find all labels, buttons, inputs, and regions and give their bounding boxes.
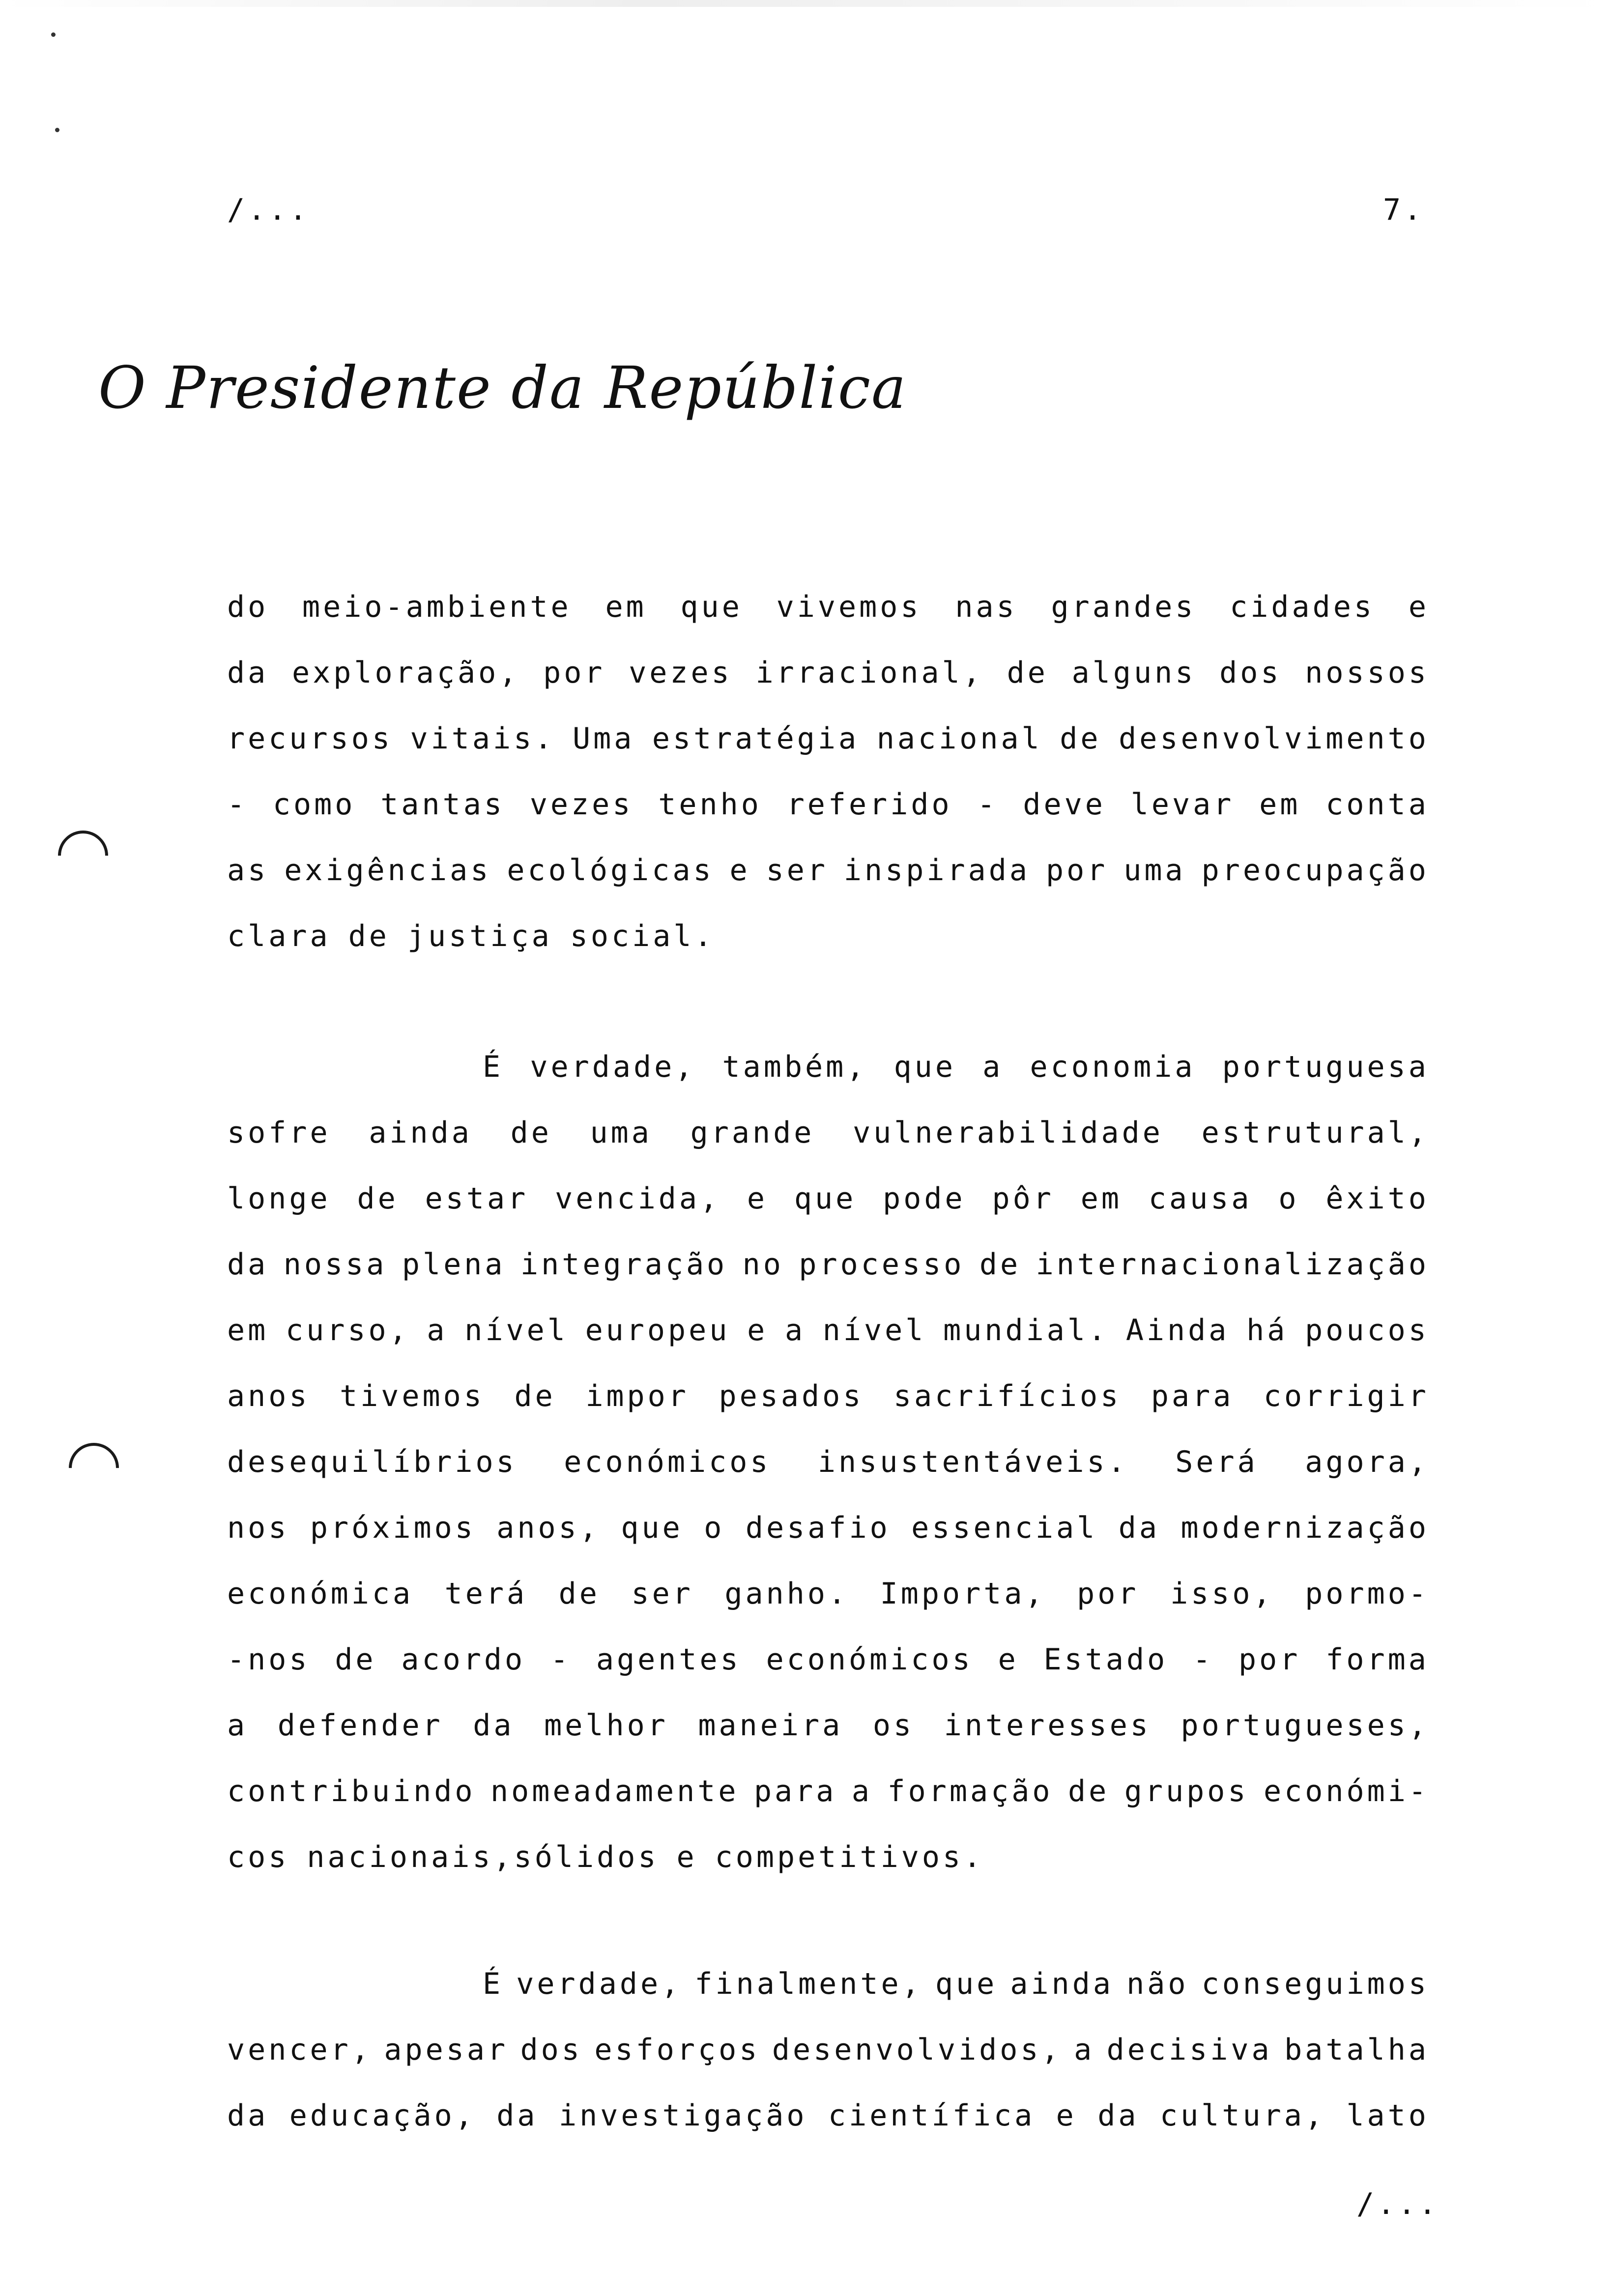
text-line [227, 1824, 1429, 1890]
word: inspirada [843, 853, 1031, 888]
word: pôr [992, 1181, 1054, 1216]
word: integração [520, 1247, 728, 1282]
text-line [227, 2017, 1429, 2083]
word: -nos [227, 1642, 310, 1677]
text-line [227, 1034, 1429, 1100]
word: vezes [629, 656, 732, 690]
word: corrigir [1263, 1379, 1429, 1413]
word: lato [1346, 2098, 1429, 2133]
word: forma [1325, 1642, 1429, 1677]
text-line [227, 1232, 1429, 1297]
word: internacionalização [1036, 1247, 1429, 1282]
word: de [558, 1577, 600, 1611]
word: exploração, [291, 656, 520, 690]
text-line [227, 837, 1429, 903]
word: e [998, 1642, 1019, 1677]
word: como [272, 787, 356, 822]
word: nível [464, 1313, 568, 1348]
word: ser [766, 853, 828, 888]
text-line [227, 903, 1429, 969]
word: a [982, 1050, 1004, 1084]
word: pode [883, 1181, 966, 1216]
word: dos [520, 2033, 582, 2067]
word: conta [1325, 787, 1429, 822]
word: económicos [766, 1642, 973, 1677]
word: finalmente, [694, 1967, 922, 2001]
word: que [794, 1181, 857, 1216]
word: nos [227, 1511, 289, 1545]
text-line [227, 1561, 1429, 1627]
word: económica [227, 1577, 414, 1611]
word: nível [822, 1313, 926, 1348]
word: plena [402, 1247, 506, 1282]
word: o [1278, 1181, 1299, 1216]
word: clara [227, 919, 331, 953]
word: exigências [284, 853, 491, 888]
word: de [1007, 656, 1048, 690]
word: Estado [1043, 1642, 1168, 1677]
word: vencida, [555, 1181, 721, 1216]
word: da [1097, 2098, 1139, 2133]
text-line [227, 1951, 1429, 2017]
word: de [357, 1181, 399, 1216]
word: cos [227, 1840, 289, 1874]
word: há [1246, 1313, 1288, 1348]
word: de [979, 1247, 1021, 1282]
word: ainda [369, 1116, 472, 1150]
word: vitais. [410, 721, 555, 756]
word: tantas [380, 787, 505, 822]
word: em [605, 590, 647, 624]
word: agentes [596, 1642, 741, 1677]
word: levar [1130, 787, 1235, 822]
word: pesados [719, 1379, 864, 1413]
word: de [510, 1116, 552, 1150]
word: a [427, 1313, 448, 1348]
word: êxito [1325, 1181, 1429, 1216]
word: - [977, 787, 998, 822]
word: tenho [658, 787, 762, 822]
word: anos [227, 1379, 310, 1413]
punch-hole-mark [58, 1433, 129, 1503]
word: uma [590, 1116, 652, 1150]
word: nossos [1305, 656, 1429, 690]
word: e [1056, 2098, 1077, 2133]
word: anos, [496, 1511, 600, 1545]
word: isso, [1170, 1577, 1274, 1611]
word: conseguimos [1201, 1967, 1429, 2001]
word: tivemos [340, 1379, 485, 1413]
scan-speck [51, 32, 56, 37]
word: de [1068, 1774, 1110, 1808]
word: poucos [1305, 1313, 1429, 1348]
word: agora, [1305, 1445, 1429, 1479]
word: desequilíbrios [227, 1445, 517, 1479]
word: Importa, [880, 1577, 1046, 1611]
word: irracional, [755, 656, 983, 690]
word: da [496, 2098, 538, 2133]
word: por [1077, 1577, 1139, 1611]
text-line [227, 1758, 1429, 1824]
word: modernização [1180, 1511, 1429, 1545]
word: para [753, 1774, 837, 1808]
word: de [514, 1379, 556, 1413]
word: no [742, 1247, 784, 1282]
word: da [473, 1708, 515, 1743]
word: em [1259, 787, 1301, 822]
word: competitivos. [715, 1840, 984, 1874]
word: apesar [384, 2033, 509, 2067]
word: da [1118, 1511, 1160, 1545]
text-line [227, 772, 1429, 837]
page-number: 7. [1383, 193, 1425, 227]
word: verdade, [530, 1050, 696, 1084]
word: processo [799, 1247, 965, 1282]
word: É [483, 1967, 504, 2001]
word: e [747, 1181, 768, 1216]
word: e [1408, 590, 1429, 624]
word: - [227, 787, 248, 822]
word: por [543, 656, 605, 690]
word: referido [786, 787, 952, 822]
word: que [680, 590, 743, 624]
paragraph-1 [227, 574, 1429, 969]
word: contribuindo [227, 1774, 476, 1808]
word: por [1045, 853, 1108, 888]
word: vencer, [227, 2033, 372, 2067]
word: próximos [310, 1511, 476, 1545]
word: terá [444, 1577, 528, 1611]
text-line [227, 1495, 1429, 1561]
text-line [227, 1363, 1429, 1429]
text-line [227, 1429, 1429, 1495]
word: desenvolvimento [1119, 721, 1429, 756]
word: verdade, [516, 1967, 682, 2001]
word: em [1080, 1181, 1122, 1216]
word: vezes [529, 787, 633, 822]
text-line [227, 640, 1429, 706]
word: esforços [594, 2033, 760, 2067]
word: portugueses, [1180, 1708, 1429, 1743]
word: económi- [1263, 1774, 1429, 1808]
word: que [893, 1050, 956, 1084]
word: social. [570, 919, 715, 953]
word: de [335, 1642, 376, 1677]
word: preocupação [1201, 853, 1429, 888]
word: económicos [564, 1445, 771, 1479]
scan-speck [55, 128, 59, 132]
word: curso, [285, 1313, 410, 1348]
word: as [227, 853, 269, 888]
scan-edge [0, 0, 1612, 7]
word: a [1074, 2033, 1095, 2067]
word: investigação [559, 2098, 807, 2133]
word: sofre [227, 1116, 331, 1150]
text-line [227, 574, 1429, 640]
word: maneira [698, 1708, 843, 1743]
word: da [227, 2098, 269, 2133]
word: vivemos [776, 590, 921, 624]
word: a [851, 1774, 873, 1808]
word: ser [631, 1577, 693, 1611]
word: que [935, 1967, 998, 2001]
word: - [550, 1642, 572, 1677]
word: também, [722, 1050, 867, 1084]
word: batalha [1284, 2033, 1429, 2067]
word: impor [585, 1379, 689, 1413]
word: defender [277, 1708, 443, 1743]
word: nas [955, 590, 1017, 624]
word: meio-ambiente [302, 590, 572, 624]
word: estar [425, 1181, 529, 1216]
paragraph-2 [227, 1034, 1429, 1890]
word: cultura, [1159, 2098, 1325, 2133]
word: insustentáveis. [817, 1445, 1128, 1479]
word: dos [1219, 656, 1282, 690]
word: grande [690, 1116, 815, 1150]
punch-hole-mark [48, 820, 118, 891]
text-line [227, 1297, 1429, 1363]
word: alguns [1071, 656, 1196, 690]
word: da [227, 1247, 269, 1282]
text-line [227, 1166, 1429, 1232]
word: nacionais,sólidos [307, 1840, 659, 1874]
word: interesses [944, 1708, 1151, 1743]
word: recursos [227, 721, 393, 756]
word: desafio [745, 1511, 891, 1545]
text-line [227, 2083, 1429, 2149]
word: educação, [289, 2098, 476, 2133]
word: estratégia [652, 721, 860, 756]
word: a [227, 1708, 248, 1743]
word: para [1151, 1379, 1234, 1413]
word: Ainda [1125, 1313, 1230, 1348]
word: deve [1023, 787, 1106, 822]
word: É [483, 1050, 504, 1084]
word: economia [1030, 1050, 1196, 1084]
word: europeu [585, 1313, 730, 1348]
word: sacrifícios [893, 1379, 1122, 1413]
word: ecológicas [507, 853, 714, 888]
word: que [621, 1511, 683, 1545]
word: - [1193, 1642, 1214, 1677]
word: de [348, 919, 390, 953]
word: ganho. [724, 1577, 849, 1611]
word: científica [828, 2098, 1036, 2133]
word: o [704, 1511, 725, 1545]
word: e [729, 853, 750, 888]
text-line [227, 1693, 1429, 1758]
word: não [1126, 1967, 1189, 2001]
word: acordo [401, 1642, 526, 1677]
word: Será [1175, 1445, 1258, 1479]
word: grupos [1124, 1774, 1249, 1808]
word: nacional [876, 721, 1042, 756]
letterhead-script: O Presidente da República [98, 354, 907, 422]
word: formação [887, 1774, 1053, 1808]
text-line [227, 706, 1429, 772]
word: pormo- [1305, 1577, 1429, 1611]
word: essencial [911, 1511, 1098, 1545]
word: e [747, 1313, 768, 1348]
word: da [227, 656, 269, 690]
word: longe [227, 1181, 331, 1216]
word: estrutural, [1201, 1116, 1429, 1150]
word: melhor [544, 1708, 668, 1743]
text-line [227, 1627, 1429, 1693]
word: em [227, 1313, 269, 1348]
word: por [1238, 1642, 1301, 1677]
word: grandes [1051, 590, 1196, 624]
word: Uma [572, 721, 635, 756]
word: ainda [1010, 1967, 1114, 2001]
word: a [784, 1313, 806, 1348]
word: causa [1148, 1181, 1252, 1216]
text-line [227, 1100, 1429, 1166]
word: nossa [283, 1247, 387, 1282]
word: cidades [1230, 590, 1375, 624]
word: vulnerabilidade [853, 1116, 1163, 1150]
word: e [676, 1840, 697, 1874]
word: os [872, 1708, 915, 1743]
footer-continuation-mark: /... [1356, 2187, 1439, 2221]
word: mundial. [943, 1313, 1109, 1348]
word: desenvolvidos, [772, 2033, 1062, 2067]
word: uma [1123, 853, 1186, 888]
header-continuation-mark: /... [227, 193, 310, 227]
paragraph-3 [227, 1951, 1429, 2149]
word: justiça [407, 919, 552, 953]
word: portuguesa [1222, 1050, 1429, 1084]
word: do [227, 590, 269, 624]
word: decisiva [1106, 2033, 1272, 2067]
word: de [1060, 721, 1101, 756]
word: nomeadamente [490, 1774, 739, 1808]
